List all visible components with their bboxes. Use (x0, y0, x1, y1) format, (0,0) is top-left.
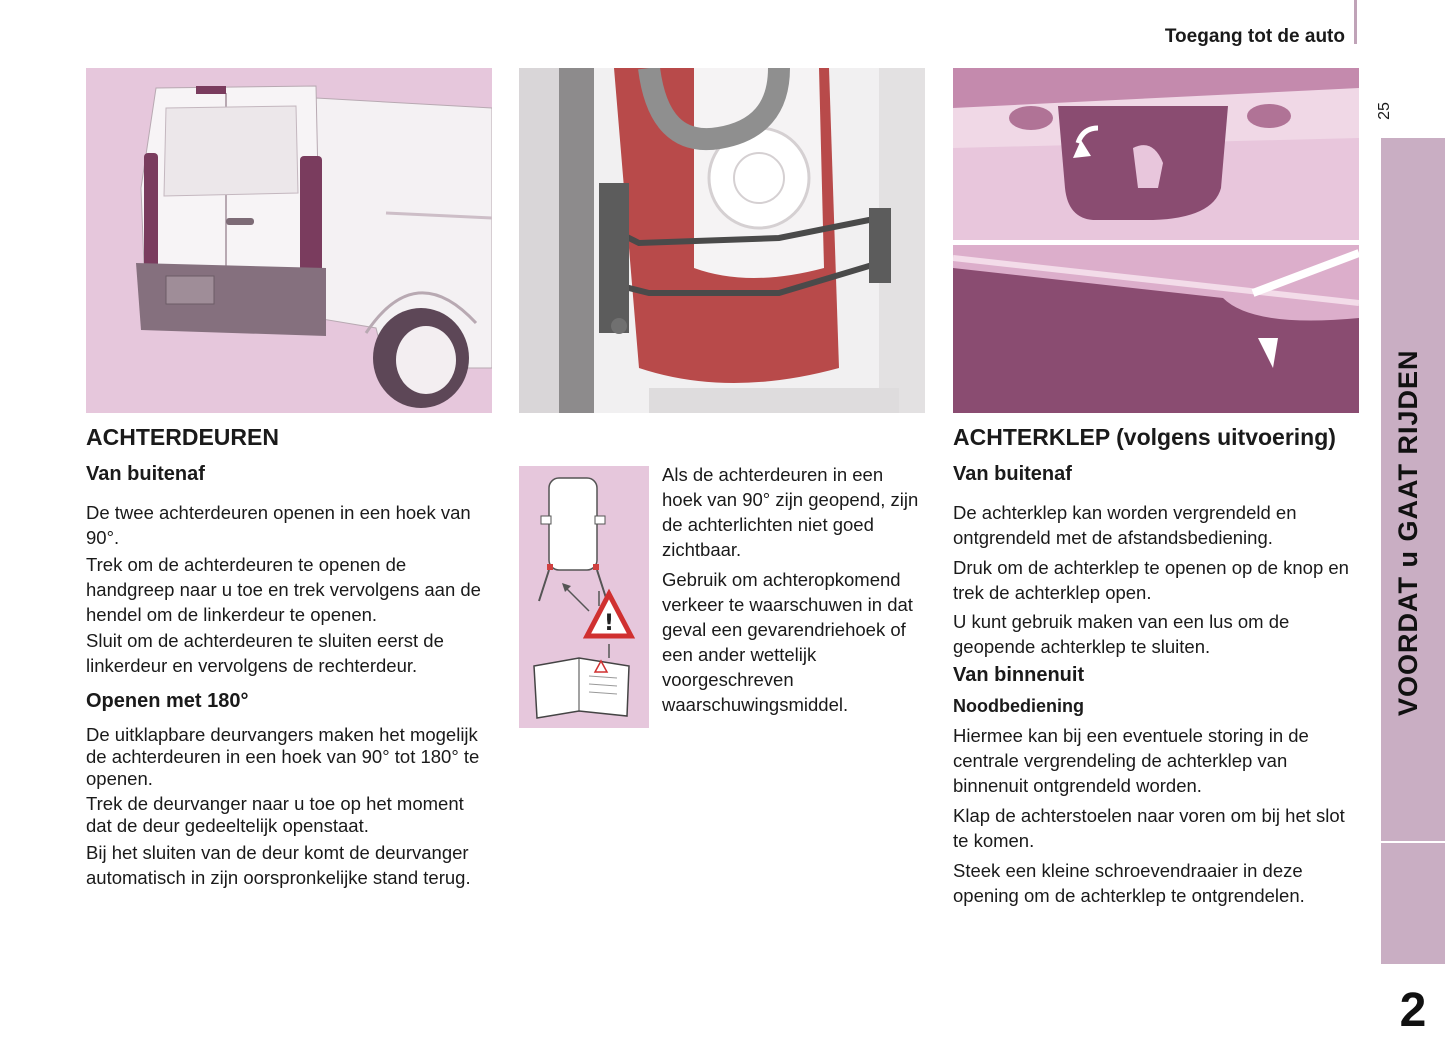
tailgate-lock-illustration (953, 68, 1359, 413)
paragraph: Sluit om de achterdeuren te sluiten eerst de linkerdeur en vervolgens de rechterdeur. (86, 630, 444, 676)
chapter-number: 2 (1399, 984, 1427, 1037)
chapter-divider (1381, 841, 1445, 843)
paragraph: De achterklep kan worden vergrendeld en ontgrendeld met de afstandsbediening. (953, 502, 1297, 548)
chapter-title: VOORDAT u GAAT RIJDEN (1393, 349, 1423, 716)
paragraph: Bij het sluiten van de deur komt de deurvanger automatisch in zijn oorspronkelijke stand terug. (86, 842, 471, 888)
chapter-tab (1381, 138, 1445, 1037)
paragraph: De twee achterdeuren openen in een hoek van 90°. (86, 502, 471, 548)
paragraph: Klap de achterstoelen naar voren om bij het slot te komen. (953, 805, 1345, 851)
warning-triangle-pictogram (519, 466, 649, 728)
subheading-van-buitenaf: Van buitenaf (86, 463, 205, 485)
warning-paragraph: Als de achterdeuren in een hoek van 90° zijn geopend, zijn de achterlichten niet goed zichtbaar. (662, 464, 919, 560)
paragraph: Trek de deurvanger naar u toe op het moment dat de deur gedeeltelijk openstaat. (86, 793, 464, 836)
page-header-title: Toegang tot de auto (1164, 26, 1345, 47)
subheading-noodbediening: Noodbediening (953, 696, 1084, 716)
warning-paragraph: Gebruik om achteropkomend verkeer te waarschuwen in dat geval een gevarendriehoek of een ander wettelijk voorgeschreven waarschuwingsmiddel. (662, 569, 913, 715)
door-check-strap-illustration (519, 68, 925, 413)
paragraph: Druk om de achterklep te openen op de knop en trek de achterklep open. (953, 557, 1349, 603)
header-divider (1354, 0, 1357, 44)
section-heading-achterdeuren: ACHTERDEUREN (86, 424, 279, 450)
paragraph: Steek een kleine schroevendraaier in deze opening om de achterklep te ontgrendelen. (953, 860, 1305, 906)
section-heading-achterklep: ACHTERKLEP (volgens uitvoering) (953, 424, 1336, 450)
subheading-van-buitenaf-achterklep: Van buitenaf (953, 463, 1072, 485)
paragraph: Hiermee kan bij een eventuele storing in de centrale vergrendeling de achterklep van binnenuit ontgrendeld worden. (953, 725, 1309, 796)
subheading-van-binnenuit: Van binnenuit (953, 664, 1085, 686)
page-number: 25 (1376, 102, 1393, 120)
svg-text:!: ! (603, 611, 615, 636)
paragraph: U kunt gebruik maken van een lus om de geopende achterklep te sluiten. (953, 611, 1290, 657)
van-rear-doors-illustration (86, 68, 492, 413)
subheading-openen-180: Openen met 180° (86, 690, 249, 712)
paragraph: De uitklapbare deurvangers maken het mogelijk de achterdeuren in een hoek van 90° tot 180° te openen. (86, 724, 480, 789)
paragraph: Trek om de achterdeuren te openen de handgreep naar u toe en trek vervolgens aan de hendel om de linkerdeur te openen. (86, 554, 481, 625)
